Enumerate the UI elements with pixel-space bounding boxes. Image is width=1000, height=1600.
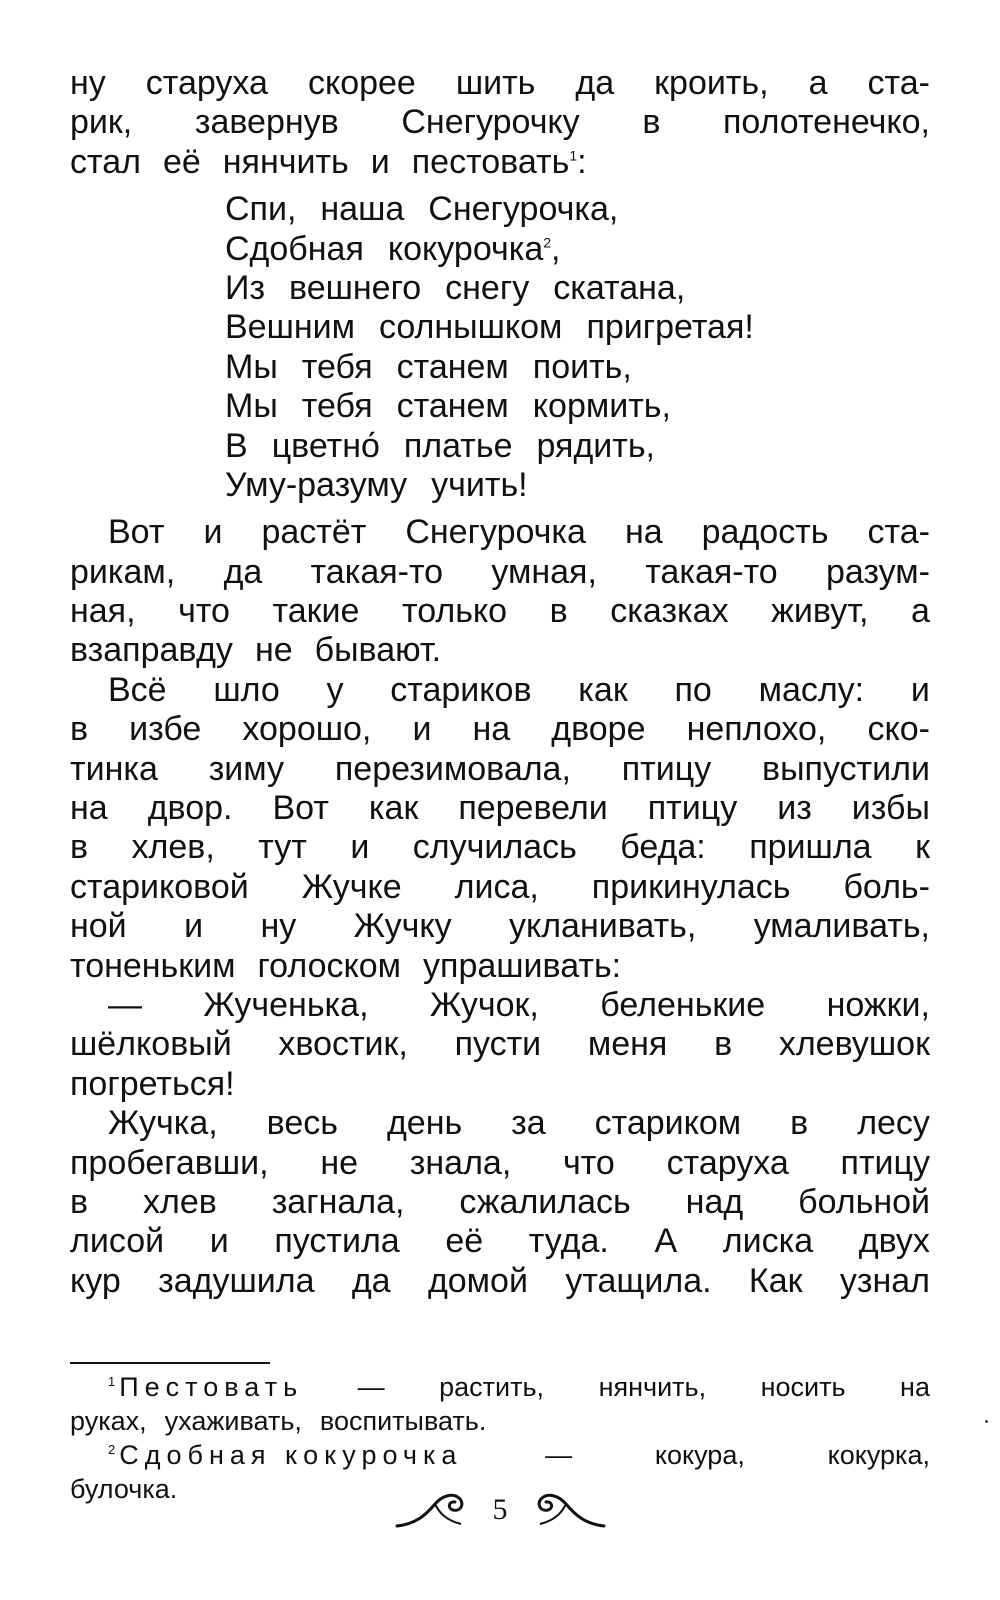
footnote-1-line-1 bbox=[70, 1370, 930, 1404]
word: стариков bbox=[390, 670, 532, 709]
word: тут bbox=[258, 828, 307, 867]
word: умаливать, bbox=[753, 907, 930, 946]
word: над bbox=[685, 1182, 744, 1221]
word: кокурка, bbox=[827, 1440, 930, 1470]
word: тебя bbox=[301, 387, 373, 426]
word: В bbox=[225, 426, 248, 465]
word: домой bbox=[427, 1261, 528, 1300]
poem-line bbox=[225, 387, 930, 426]
word: такие bbox=[272, 592, 360, 631]
word: полотенечко, bbox=[723, 103, 930, 142]
word: ну bbox=[260, 907, 297, 946]
p5-line bbox=[70, 1104, 930, 1143]
word: пригретая! bbox=[586, 308, 754, 347]
word: за bbox=[511, 1104, 546, 1143]
word: туда. bbox=[528, 1222, 609, 1261]
word: да bbox=[575, 64, 615, 102]
word: кроить, bbox=[654, 64, 769, 102]
word: выпустили bbox=[762, 749, 930, 788]
word: утащила. bbox=[565, 1261, 712, 1300]
page-text bbox=[70, 64, 930, 1301]
word: задушила bbox=[158, 1261, 315, 1300]
word: шло bbox=[213, 670, 280, 709]
word: хлев, bbox=[131, 828, 215, 867]
word: маслу: bbox=[758, 670, 865, 709]
word: Жучка, bbox=[108, 1104, 218, 1143]
word: ножки, bbox=[826, 985, 930, 1024]
word: к bbox=[915, 828, 930, 867]
p3-line bbox=[70, 750, 930, 789]
word: бывают. bbox=[314, 631, 442, 670]
word: вешнего bbox=[289, 268, 422, 307]
word: и bbox=[350, 828, 370, 867]
word: Мы bbox=[225, 347, 278, 386]
word: снегу bbox=[445, 268, 530, 307]
word: в bbox=[70, 1182, 89, 1221]
word: боль- bbox=[843, 867, 930, 906]
word: не bbox=[320, 1143, 359, 1182]
word: Сдобная bbox=[225, 229, 364, 268]
word: загнала, bbox=[271, 1182, 405, 1221]
p5-line bbox=[70, 1262, 930, 1301]
word: и bbox=[412, 710, 432, 749]
word: дворе bbox=[551, 710, 646, 749]
right-flourish-icon bbox=[526, 1490, 606, 1530]
word: Снегурочка bbox=[405, 513, 586, 552]
word: Мы bbox=[225, 387, 278, 426]
word: нянчить bbox=[222, 142, 349, 181]
word: учить! bbox=[431, 465, 528, 504]
word: живут, bbox=[771, 592, 869, 631]
word: руках, bbox=[70, 1406, 147, 1436]
paragraph-2 bbox=[70, 513, 930, 671]
word: — bbox=[357, 1372, 385, 1402]
word: беда: bbox=[620, 828, 706, 867]
word: стариковой bbox=[70, 867, 249, 906]
word: шёлковый bbox=[70, 1025, 232, 1064]
word: платье bbox=[403, 426, 513, 465]
word: избе bbox=[129, 710, 202, 749]
word: станем bbox=[396, 347, 509, 386]
word: ная, bbox=[70, 592, 136, 631]
word: лисой bbox=[70, 1222, 165, 1261]
p4-line bbox=[70, 986, 930, 1025]
word: да bbox=[223, 552, 263, 591]
word: птицу bbox=[840, 1143, 930, 1182]
word: ухаживать, bbox=[164, 1406, 302, 1436]
word: Как bbox=[748, 1261, 803, 1300]
p3-line bbox=[70, 947, 930, 986]
word: знала, bbox=[409, 1143, 512, 1182]
footnote-1-term: Пестовать bbox=[119, 1372, 304, 1402]
word: — bbox=[545, 1440, 573, 1470]
p4-line bbox=[70, 1025, 930, 1064]
word: в bbox=[790, 1104, 809, 1143]
word: Вешним bbox=[225, 308, 356, 347]
word: кормить, bbox=[532, 387, 671, 426]
word: старуха bbox=[666, 1143, 789, 1182]
word: погреться! bbox=[70, 1064, 235, 1103]
word: только bbox=[402, 592, 508, 631]
p4-line bbox=[70, 1065, 930, 1104]
word: день bbox=[386, 1104, 463, 1143]
word: нянчить, bbox=[598, 1372, 707, 1402]
footnote-2-number: 2 bbox=[108, 1442, 116, 1457]
word: и bbox=[203, 513, 223, 552]
word: радость bbox=[701, 513, 829, 552]
word: скатана, bbox=[553, 268, 686, 307]
word: Снегурочка, bbox=[428, 190, 619, 229]
word: Уму-разуму bbox=[225, 465, 408, 504]
poem-line bbox=[225, 269, 930, 308]
word: перезимовала, bbox=[334, 749, 571, 788]
word: хлевушок bbox=[778, 1025, 930, 1064]
word: завернув bbox=[194, 103, 339, 142]
word: голоском bbox=[257, 946, 402, 985]
footnote-2-line-1 bbox=[70, 1438, 930, 1472]
p5-line bbox=[70, 1183, 930, 1222]
poem-line bbox=[225, 230, 930, 269]
word: двух bbox=[858, 1222, 930, 1261]
word: ну bbox=[70, 64, 106, 102]
word: пестовать bbox=[411, 142, 570, 181]
word: — bbox=[108, 985, 142, 1024]
word: булочка. bbox=[70, 1474, 178, 1504]
word: кокура, bbox=[654, 1440, 745, 1470]
word: ной bbox=[70, 907, 127, 946]
word: птицу bbox=[647, 789, 738, 828]
word: растёт bbox=[261, 513, 367, 552]
word: как bbox=[368, 789, 419, 828]
word: в bbox=[642, 103, 661, 142]
word: кокурочка bbox=[387, 229, 544, 268]
word: сжалилась bbox=[459, 1182, 631, 1221]
word: сказках bbox=[610, 592, 729, 631]
word: а bbox=[911, 592, 930, 631]
p1-line bbox=[70, 64, 930, 103]
word: цветно́ bbox=[271, 426, 380, 465]
word: на bbox=[624, 513, 663, 552]
p2-line bbox=[70, 513, 930, 552]
word: на bbox=[472, 710, 511, 749]
word: весь bbox=[266, 1104, 338, 1143]
word: рядить, bbox=[536, 426, 656, 465]
poem-line bbox=[225, 308, 930, 347]
word: Вот bbox=[272, 789, 329, 828]
p2-line bbox=[70, 553, 930, 592]
footnote-separator bbox=[70, 1362, 270, 1364]
word: рикам, bbox=[70, 552, 176, 591]
word: её bbox=[445, 1222, 484, 1261]
word: стариком bbox=[594, 1104, 742, 1143]
p2-line bbox=[70, 631, 930, 670]
word: воспитывать. bbox=[319, 1406, 487, 1436]
word: пустила bbox=[274, 1222, 400, 1261]
word: Жученька, bbox=[203, 985, 369, 1024]
p1-line bbox=[70, 143, 930, 182]
poem-line bbox=[225, 427, 930, 466]
paragraph-5 bbox=[70, 1104, 930, 1301]
word-with-ref bbox=[388, 230, 561, 269]
p3-line bbox=[70, 907, 930, 946]
p2-line bbox=[70, 592, 930, 631]
poem-line bbox=[225, 466, 930, 505]
word: Жучке bbox=[301, 867, 402, 906]
footnote-2-term: Сдобная кокурочка bbox=[119, 1440, 463, 1470]
word: что bbox=[563, 1143, 615, 1182]
word: скорее bbox=[307, 64, 416, 102]
word: её bbox=[162, 142, 201, 181]
footnote-ref-2: 2 bbox=[543, 234, 552, 251]
word: прикинулась bbox=[591, 867, 791, 906]
word: растить, bbox=[439, 1372, 545, 1402]
word: случилась bbox=[412, 828, 577, 867]
word: пришла bbox=[749, 828, 872, 867]
paragraph-3 bbox=[70, 671, 930, 986]
word: лиса, bbox=[454, 867, 539, 906]
word: и bbox=[209, 1222, 229, 1261]
word: лесу bbox=[857, 1104, 930, 1143]
word: наша bbox=[320, 190, 405, 229]
word: шить bbox=[455, 64, 536, 102]
p3-line bbox=[70, 710, 930, 749]
page-speck bbox=[985, 1420, 988, 1423]
p3-line bbox=[70, 868, 930, 907]
p3-line bbox=[70, 671, 930, 710]
word: двор. bbox=[147, 789, 233, 828]
word: в bbox=[714, 1025, 733, 1064]
word: в bbox=[549, 592, 568, 631]
word: ско- bbox=[867, 710, 930, 749]
punctuation: : bbox=[577, 142, 587, 181]
word: пробегавши, bbox=[70, 1143, 269, 1182]
word: Вот bbox=[108, 513, 165, 552]
footnote-ref-1: 1 bbox=[569, 147, 578, 164]
word: Жучок, bbox=[429, 985, 539, 1024]
word: узнал bbox=[839, 1261, 930, 1300]
poem bbox=[225, 190, 930, 505]
word: такая-то bbox=[645, 552, 778, 591]
word: хвостик, bbox=[278, 1025, 408, 1064]
word: хлев bbox=[142, 1182, 217, 1221]
word: и bbox=[184, 907, 204, 946]
word: как bbox=[578, 670, 628, 709]
word: а bbox=[808, 64, 828, 102]
word: неплохо, bbox=[686, 710, 827, 749]
word-with-ref bbox=[412, 143, 587, 182]
word: А bbox=[654, 1222, 678, 1261]
word: рик, bbox=[70, 103, 133, 142]
word: старуха bbox=[145, 64, 268, 102]
word: в bbox=[70, 828, 89, 867]
word: лиска bbox=[722, 1222, 814, 1261]
word: в bbox=[70, 710, 89, 749]
word: и bbox=[370, 142, 390, 181]
p5-line bbox=[70, 1144, 930, 1183]
word: на bbox=[70, 789, 108, 828]
word: кур bbox=[70, 1261, 121, 1300]
poem-line bbox=[225, 190, 930, 229]
word: тинка bbox=[70, 749, 158, 788]
word: Жучку bbox=[353, 907, 452, 946]
word: хорошо, bbox=[242, 710, 372, 749]
word: больной bbox=[798, 1182, 930, 1221]
word: избы bbox=[851, 789, 930, 828]
word: ста- bbox=[867, 513, 930, 552]
word: птицу bbox=[621, 749, 712, 788]
word: и bbox=[910, 670, 930, 709]
word: не bbox=[254, 631, 293, 670]
word: тоненьким bbox=[70, 946, 236, 985]
word: зиму bbox=[208, 749, 285, 788]
paragraph-1 bbox=[70, 64, 930, 182]
word: меня bbox=[587, 1025, 668, 1064]
word: ста- bbox=[867, 64, 930, 102]
poem-line bbox=[225, 348, 930, 387]
footnote-1-number: 1 bbox=[108, 1374, 116, 1389]
word: солнышком bbox=[379, 308, 563, 347]
word: на bbox=[900, 1372, 930, 1402]
word: перевели bbox=[458, 789, 608, 828]
page-number-ornament bbox=[380, 1480, 620, 1540]
word: по bbox=[674, 670, 712, 709]
word: станем bbox=[396, 387, 509, 426]
word: разум- bbox=[825, 552, 930, 591]
word: умная, bbox=[491, 552, 597, 591]
paragraph-4 bbox=[70, 986, 930, 1104]
word: пусти bbox=[454, 1025, 542, 1064]
word: Всё bbox=[108, 670, 167, 709]
word: да bbox=[351, 1261, 391, 1300]
p1-line bbox=[70, 103, 930, 142]
word: из bbox=[777, 789, 812, 828]
word: тебя bbox=[301, 347, 373, 386]
p3-line bbox=[70, 828, 930, 867]
p3-line bbox=[70, 789, 930, 828]
punctuation: , bbox=[551, 229, 561, 268]
word: Спи, bbox=[225, 190, 297, 229]
left-flourish-icon bbox=[395, 1490, 475, 1530]
word: беленькие bbox=[600, 985, 766, 1024]
word: поить, bbox=[532, 347, 632, 386]
word: носить bbox=[760, 1372, 846, 1402]
p5-line bbox=[70, 1222, 930, 1261]
footnote-1-line-2 bbox=[70, 1404, 930, 1438]
word: взаправду bbox=[70, 631, 233, 670]
word: такая-то bbox=[310, 552, 444, 591]
page-number: 5 bbox=[492, 1493, 508, 1526]
word: что bbox=[178, 592, 230, 631]
word: Снегурочку bbox=[401, 103, 580, 142]
word: укланивать, bbox=[508, 907, 697, 946]
word: у bbox=[326, 670, 344, 709]
word: упрашивать: bbox=[423, 946, 622, 985]
word: Из bbox=[225, 268, 266, 307]
word: стал bbox=[70, 142, 141, 181]
